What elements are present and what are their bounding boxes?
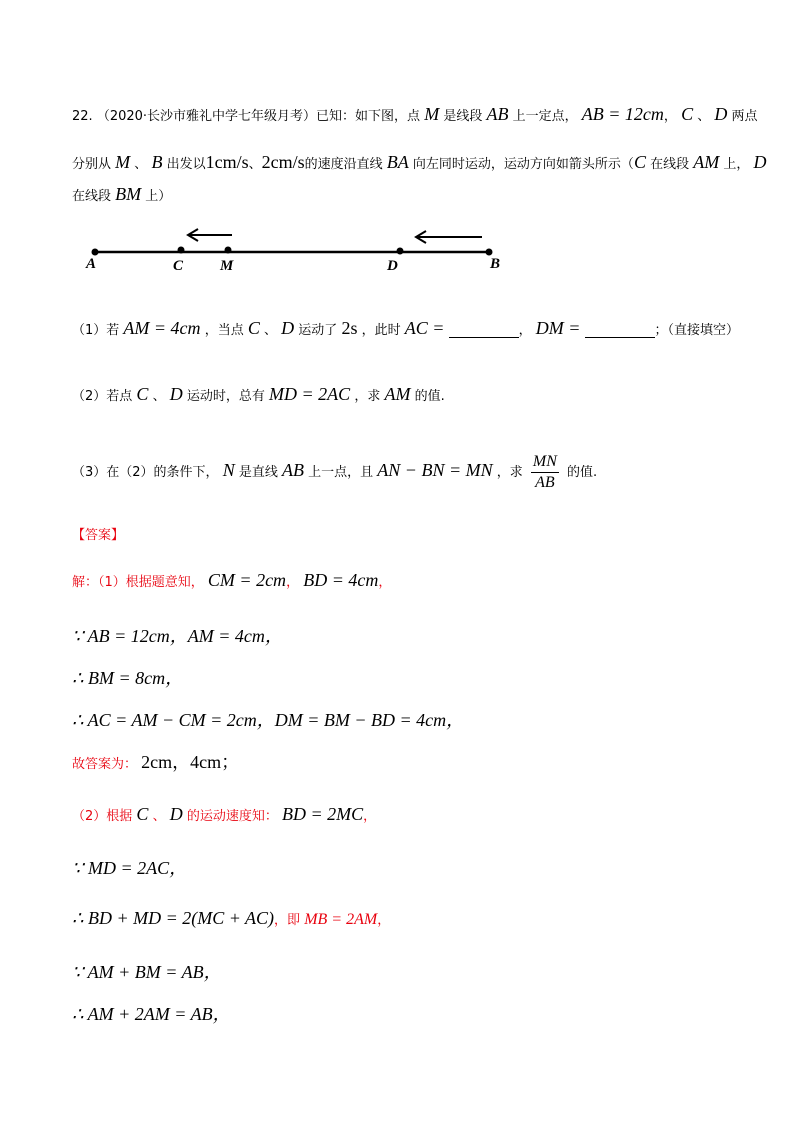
answer-step-1: 解：（1）根据题意知， CM = 2cm， BD = 4cm， [72, 570, 392, 590]
problem-line-1: 22. （2020·长沙市雅礼中学七年级月考）已知：如下图，点 M 是线段 AB 上一定点， AB = 12cm， C 、 D 两点 [72, 104, 758, 124]
problem-line-3: 在线段 BM 上） [72, 184, 172, 204]
question-3: （3）在（2）的条件下， N 是直线 AB 上一点，且 AN − BN = MN ，求 $\frac{MN}{AB}$ 的值. [72, 453, 598, 491]
problem-line-2: 分别从 M 、 B 出发以1cm/s、2cm/s的速度沿直线 BA 向左同时运动，运动方向如箭头所示（C 在线段 AM 上， D [72, 152, 767, 172]
label-a: A [86, 256, 97, 272]
label-m: M [220, 258, 234, 274]
answer-header: 【答案】 [72, 528, 125, 543]
question-1: （1）若 AM = 4cm ，当点 C 、 D 运动了 2s ，此时 AC = ， DM = ；（直接填空） [72, 318, 740, 338]
answer-step-7: ∵ MD = 2AC， [72, 858, 188, 878]
answer-step-6: （2）根据 C 、 D 的运动速度知： BD = 2MC， [72, 804, 377, 824]
point-a [92, 249, 99, 256]
problem-number: 22. [72, 109, 93, 124]
answer-step-2: ∵ AB = 12cm，AM = 4cm， [72, 626, 283, 646]
label-b: B [490, 256, 501, 272]
problem-source: （2020·长沙市雅礼中学七年级月考） [96, 109, 317, 124]
answer-step-4: ∴ AC = AM − CM = 2cm，DM = BM − BD = 4cm， [72, 710, 465, 730]
question-2: （2）若点 C 、 D 运动时，总有 MD = 2AC ，求 AM 的值. [72, 384, 445, 404]
point-c [178, 247, 185, 254]
answer-step-3: ∴ BM = 8cm， [72, 668, 184, 688]
answer-step-10: ∴ AM + 2AM = AB， [72, 1004, 231, 1024]
answer-step-5: 故答案为： 2cm，4cm； [72, 752, 240, 772]
blank-dm [585, 323, 655, 338]
fraction-mn-ab: $\frac{MN}{AB}$ [532, 453, 557, 491]
point-d [397, 248, 404, 255]
label-c: C [173, 258, 184, 274]
label-d: D [387, 258, 398, 274]
point-m [225, 247, 232, 254]
answer-step-8: ∴ BD + MD = 2(MC + AC)，即 MB = 2AM， [72, 908, 391, 928]
answer-step-9: ∵ AM + BM = AB， [72, 962, 222, 982]
point-b [486, 249, 493, 256]
blank-ac [449, 323, 519, 338]
